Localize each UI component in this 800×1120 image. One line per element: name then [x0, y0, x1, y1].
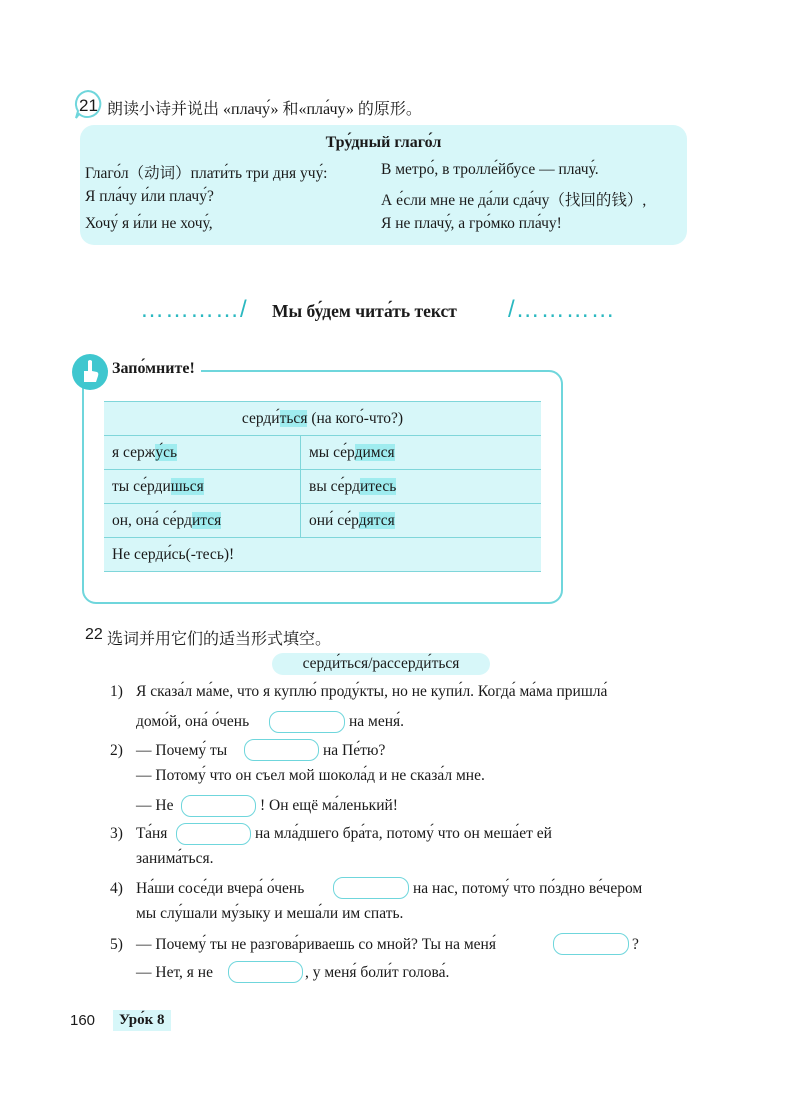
item-3-line-2: занима́ться.	[136, 850, 214, 867]
form-stem: вы се́рд	[309, 477, 360, 495]
answer-blank-4[interactable]	[176, 823, 251, 845]
poem-line-right-3: Я не плачу́, а гро́мко пла́чу!	[381, 215, 562, 232]
lesson-label: Уро́к 8	[113, 1010, 171, 1031]
form-ending-highlight: шься	[170, 477, 204, 495]
form-ending-highlight: итесь	[360, 477, 397, 495]
form-ending-highlight: у́сь	[155, 443, 178, 461]
item-number: 1)	[110, 683, 123, 700]
item-5-line-2b: , у меня́ боли́т голова́.	[305, 964, 450, 981]
item-5-line-1b: ?	[632, 936, 639, 953]
answer-blank-3[interactable]	[181, 795, 256, 817]
exercise-22-instruction: 选词并用它们的适当形式填空。	[107, 631, 332, 648]
item-number: 5)	[110, 936, 123, 953]
answer-blank-6[interactable]	[553, 933, 629, 955]
item-5-line-2a: — Нет, я не	[136, 964, 213, 981]
form-stem: я серж	[112, 443, 156, 461]
table-cell	[301, 504, 542, 538]
item-4-line-1b: на нас, потому́ что по́здно ве́чером	[413, 880, 643, 897]
item-1-line-1: Я сказа́л ма́ме, что я куплю́ проду́кты, но не купи́л. Когда́ ма́ма пришла́	[136, 683, 608, 700]
page-number: 160	[70, 1012, 96, 1029]
item-number: 4)	[110, 880, 123, 897]
word-bank: серди́ться/рассерди́ться	[272, 653, 490, 675]
poem-line-right-1: В метро́, в тролле́йбусе — плачу́.	[381, 161, 599, 178]
item-4-line-1a: На́ши сосе́ди вчера́ о́чень	[136, 880, 305, 897]
table-row	[104, 436, 541, 470]
item-1-line-2a: домо́й, она́ о́чень	[136, 713, 250, 730]
table-footer-cell: Не серди́сь(-тесь)!	[104, 538, 541, 572]
item-2-line-1a: — Почему́ ты	[136, 742, 228, 759]
pointing-hand-icon	[70, 352, 110, 392]
item-4-line-2: мы слу́шали му́зыку и меша́ли им спать.	[136, 905, 404, 922]
answer-blank-1[interactable]	[269, 711, 345, 733]
table-header-cell	[104, 402, 541, 436]
conjugation-table	[104, 401, 541, 572]
section-title: Мы бу́дем чита́ть текст	[272, 301, 457, 321]
table-row	[104, 538, 541, 572]
answer-blank-2[interactable]	[244, 739, 319, 761]
poem-line-left-1: Глаго́л（动词）плати́ть три дня учу́:	[85, 165, 328, 182]
table-cell	[301, 470, 542, 504]
poem-line-left-2: Я пла́чу и́ли плачу́?	[85, 188, 214, 205]
item-2-line-2: — Потому́ что он съел мой шокола́д и не сказа́л мне.	[136, 767, 485, 784]
form-ending-highlight: ится	[191, 511, 222, 529]
answer-blank-5[interactable]	[333, 877, 409, 899]
form-stem: он, она́ се́рд	[112, 511, 192, 529]
poem-title: Тру́дный глаго́л	[325, 134, 442, 151]
table-row	[104, 402, 541, 436]
poem-line-left-3: Хочу́ я и́ли не хочу́,	[85, 215, 213, 232]
item-1-line-2b: на меня́.	[349, 713, 405, 730]
section-dots-left: …………/	[140, 296, 248, 323]
item-5-line-1a: — Почему́ ты не разгова́риваешь со мной? Ты на меня́	[136, 936, 496, 953]
item-number: 2)	[110, 742, 123, 759]
answer-blank-7[interactable]	[228, 961, 303, 983]
poem-line-right-2: А е́сли мне не да́ли сда́чу（找回的钱）,	[381, 192, 647, 209]
verb-government: (на кого́-что?)	[307, 409, 404, 427]
form-stem: они́ се́р	[309, 511, 359, 529]
form-stem: мы се́р	[309, 443, 355, 461]
table-cell	[104, 504, 301, 538]
exercise-22-number: 22	[85, 626, 103, 643]
remember-title: Запо́мните!	[108, 360, 201, 378]
table-row	[104, 470, 541, 504]
form-ending-highlight: димся	[354, 443, 395, 461]
item-2-line-3b: ! Он ещё ма́ленький!	[260, 797, 398, 814]
exercise-21-number: 21	[79, 96, 98, 115]
item-2-line-3a: — Не	[136, 797, 174, 814]
exercise-21-instruction: 朗读小诗并说出 «плачу́» 和«пла́чу» 的原形。	[107, 101, 422, 118]
verb-ending-highlight: ться	[279, 409, 308, 427]
item-3-line-1b: на мла́дшего бра́та, потому́ что он меша́ет ей	[255, 825, 552, 842]
table-row	[104, 504, 541, 538]
form-ending-highlight: дятся	[358, 511, 395, 529]
section-dots-right: /…………	[508, 296, 616, 323]
verb-stem: серди́	[241, 409, 280, 427]
item-3-line-1a: Та́ня	[136, 825, 168, 842]
form-stem: ты се́рди	[112, 477, 171, 495]
table-cell	[301, 436, 542, 470]
item-2-line-1b: на Пе́тю?	[323, 742, 386, 759]
item-number: 3)	[110, 825, 123, 842]
table-cell	[104, 470, 301, 504]
table-cell	[104, 436, 301, 470]
